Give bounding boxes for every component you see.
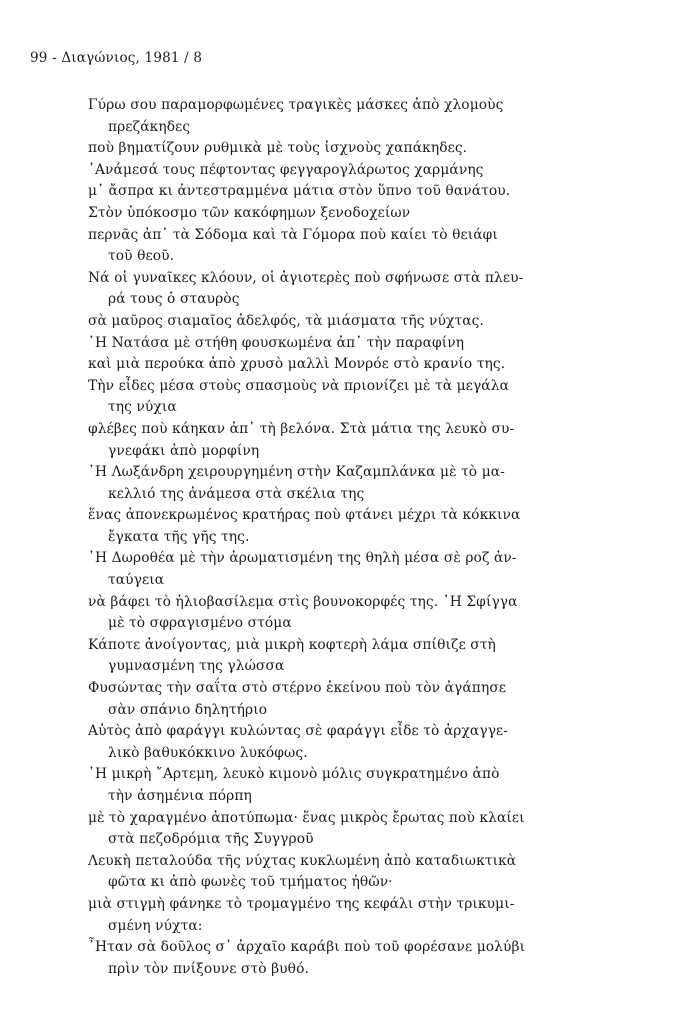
poem-line: ῾Η Νατάσα μὲ στήθη φουσκωμένα ἀπ᾿ τὴν παραφίνη	[88, 334, 465, 351]
poem-line: μὲ τὸ χαραγμένο ἀποτύπωμα· ἕνας μικρὸς ἔρωτας ποὺ κλαίει	[88, 809, 525, 826]
poem-line: γυμνασμένη της γλώσσα	[108, 658, 285, 675]
poem-line: Λευκὴ πεταλούδα τῆς νύχτας κυκλωμένη ἀπὸ καταδιωκτικὰ	[88, 852, 517, 869]
poem-line: φῶτα κι ἀπὸ φωνὲς τοῦ τμήματος ἠθῶν·	[108, 874, 393, 891]
poem-line: λικὸ βαθυκόκκινο λυκόφως.	[108, 744, 308, 761]
poem-line: πρεζάκηδες	[108, 118, 191, 135]
poem-line: Στὸν ὑπόκοσμο τῶν κακόφημων ξενοδοχείων	[88, 204, 411, 221]
poem-line: τοῦ θεοῦ.	[108, 248, 175, 265]
poem-line: στὰ πεζοδρόμια τῆς Συγγροῦ	[108, 831, 314, 848]
poem-line: Γύρω σου παραμορφωμένες τραγικὲς μάσκες ἀπὸ χλομοὺς	[88, 97, 504, 113]
poem-line: ῏Ηταν σὰ δοῦλος σ᾿ ἀρχαῖο καράβι ποὺ τοῦ φορέσανε μολύβι	[88, 939, 526, 956]
poem-line: τὴν ἀσημένια πόρπη	[108, 788, 252, 804]
poem-line: σὰ μαῦρος σιαμαῖος ἀδελφός, τὰ μιάσματα τῆς νύχτας.	[88, 312, 484, 329]
poem-line: μ᾿ ἄσπρα κι ἀντεστραμμένα μάτια στὸν ὕπνο τοῦ θανάτου.	[88, 183, 511, 200]
poem-line: καὶ μιὰ περούκα ἀπὸ χρυσὸ μαλλὶ Μονρόε στὸ κρανίο της.	[88, 356, 506, 373]
poem-line: Τὴν εἶδες μέσα στοὺς σπασμοὺς νὰ πριονίζει μὲ τὰ μεγάλα	[88, 377, 509, 394]
poem-line: πρὶν τὸν πνίξουνε στὸ βυθό.	[108, 960, 309, 977]
poem-line: κελλιό της ἀνάμεσα στὰ σκέλια της	[108, 485, 365, 502]
poem-line: Κάποτε ἀνοίγοντας, μιὰ μικρὴ κοφτερὴ λάμα σπίθιζε στὴ	[88, 636, 496, 653]
poem-line: γνεφάκι ἀπὸ μορφίνη	[108, 442, 260, 459]
poem-line: ῾Η Δωροθέα μὲ τὴν ἀρωματισμένη της θηλὴ μέσα σὲ ροζ ἀν-	[88, 550, 517, 567]
poem-line: ῾Η Λωξάνδρη χειρουργημένη στὴν Καζαμπλάνκα μὲ τὸ μα-	[88, 464, 505, 481]
poem-line: της νύχια	[108, 399, 177, 416]
poem-line: μιὰ στιγμὴ φάνηκε τὸ τρομαγμένο της κεφάλι στὴν τρικυμι-	[88, 895, 515, 912]
poem-line: ᾿Ανάμεσά τους πέφτοντας φεγγαρογλάρωτος χαρμάνης	[88, 161, 484, 178]
poem-line: ποὺ βηματίζουν ρυθμικὰ μὲ τοὺς ἰσχνοὺς χαπάκηδες.	[88, 140, 468, 157]
poem-line: σὰν σπάνιο δηλητήριο	[108, 701, 268, 718]
poem-line: ἕνας ἀπονεκρωμένος κρατήρας ποὺ φτάνει μέχρι τὰ κόκκινα	[88, 507, 521, 524]
poem-line: σμένη νύχτα:	[108, 917, 203, 934]
poem-line: Φυσώντας τὴν σαΐτα στὸ στέρνο ἐκείνου ποὺ τὸν ἀγάπησε	[88, 680, 507, 697]
poem-line: ἔγκατα τῆς γῆς της.	[108, 528, 250, 545]
poem-line: μὲ τὸ σφραγισμένο στόμα	[108, 615, 292, 632]
poem-line: νὰ βάφει τὸ ἡλιοβασίλεμα στὶς βουνοκορφές της. ῾Η Σφίγγα	[88, 593, 518, 610]
poem-line: Νά οἱ γυναῖκες κλόουν, οἱ ἁγιοτερὲς ποὺ σφήνωσε στὰ πλευ-	[88, 269, 524, 286]
poem-body	[88, 95, 588, 980]
poem-line: φλέβες ποὺ κάηκαν ἀπ᾿ τὴ βελόνα. Στὰ μάτια της λευκὸ συ-	[88, 420, 515, 437]
poem-line: ρά τους ὁ σταυρὸς	[108, 291, 240, 308]
page-header: 99 - Διαγώνιος, 1981 / 8	[30, 50, 203, 66]
poem-line: περνᾶς ἀπ᾿ τὰ Σόδομα καὶ τὰ Γόμορα ποὺ καίει τὸ θειάφι	[88, 226, 498, 243]
poem-line: ῾Η μικρὴ ῎Αρτεμη, λευκὸ κιμονὸ μόλις συγκρατημένο ἀπὸ	[88, 766, 500, 783]
poem-line: ταύγεια	[108, 572, 165, 589]
poem-line: Αὐτὸς ἀπὸ φαράγγι κυλώντας σὲ φαράγγι εἶδε τὸ ἀρχαγγε-	[88, 723, 509, 740]
